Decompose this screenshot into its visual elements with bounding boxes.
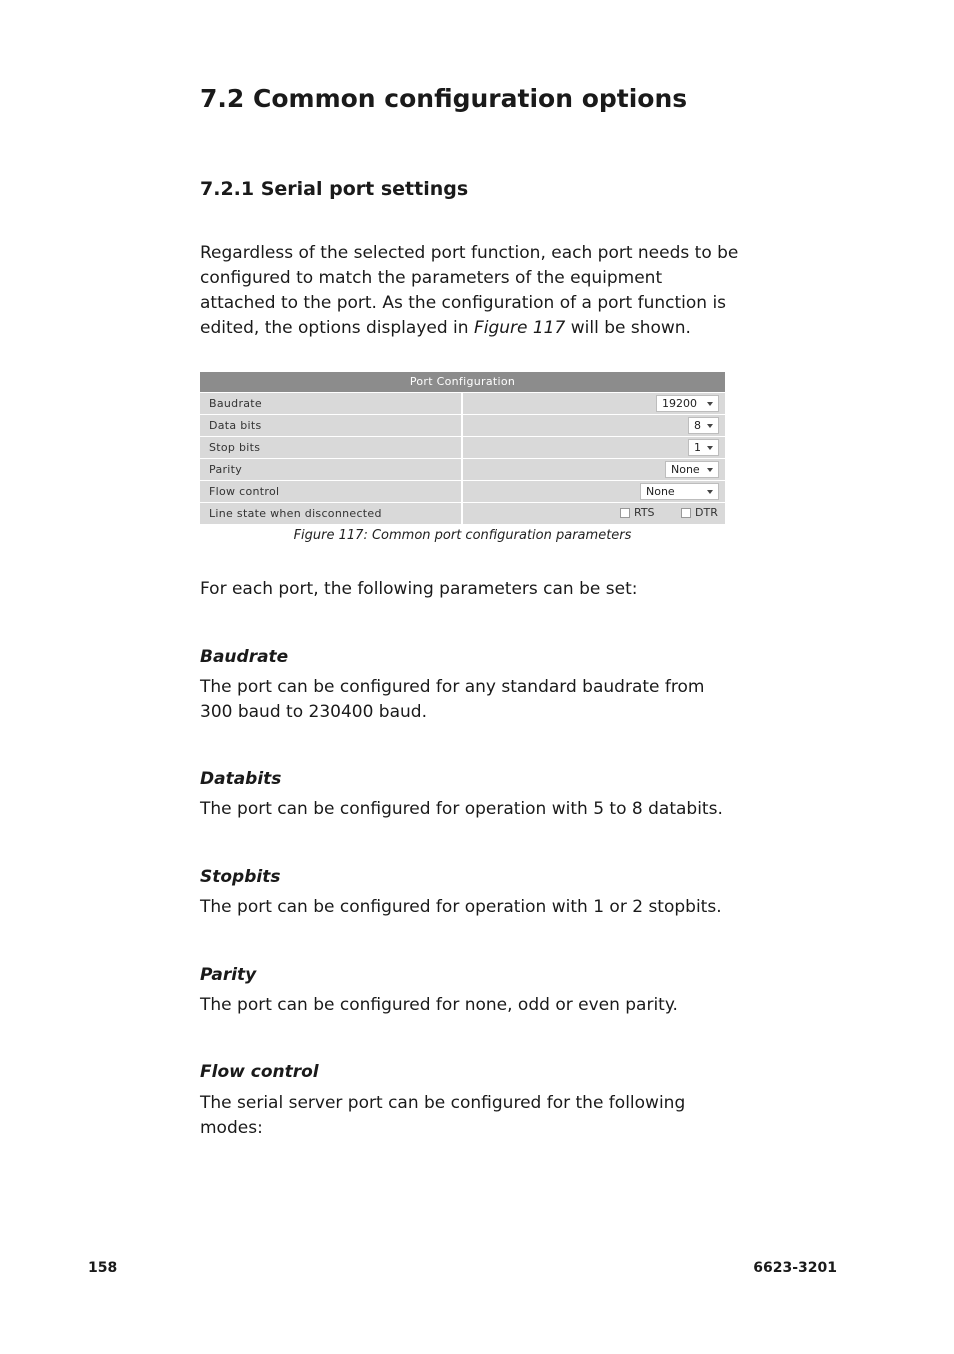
term-flow-control: Flow control <box>200 1062 319 1082</box>
flow-control-select[interactable] <box>640 483 719 500</box>
dtr-checkbox[interactable] <box>681 508 691 518</box>
term-stopbits: Stopbits <box>200 867 281 887</box>
chevron-down-icon <box>707 468 713 472</box>
term-parity: Parity <box>200 965 257 985</box>
term-databits: Databits <box>200 769 282 789</box>
config-row-baudrate <box>200 392 725 414</box>
config-row-parity <box>200 458 725 480</box>
select-value: 8 <box>694 419 701 432</box>
stopbits-description: The port can be configured for operation with 1 or 2 stopbits. <box>200 897 722 917</box>
figure-title: Port Configuration <box>200 372 725 392</box>
flow-control-description: The serial server port can be configured for the following modes: <box>200 1093 686 1138</box>
page-number: 158 <box>88 1260 118 1276</box>
select-value: 1 <box>694 441 701 454</box>
config-row-data-bits <box>200 414 725 436</box>
section-heading: 7.2 Common configuration options <box>200 84 688 113</box>
port-configuration-figure <box>200 372 725 524</box>
rts-label: RTS <box>634 506 655 519</box>
stop-bits-select[interactable] <box>688 439 719 456</box>
intro-text-end: will be shown. <box>565 318 691 338</box>
config-label: Stop bits <box>200 436 463 458</box>
config-row-stop-bits <box>200 436 725 458</box>
intro-paragraph <box>200 241 740 341</box>
document-number: 6623-3201 <box>753 1260 837 1276</box>
parity-description: The port can be configured for none, odd or even parity. <box>200 995 678 1015</box>
baudrate-select[interactable] <box>656 395 719 412</box>
config-label: Flow control <box>200 480 463 502</box>
chevron-down-icon <box>707 446 713 450</box>
select-value: None <box>671 463 700 476</box>
rts-checkbox[interactable] <box>620 508 630 518</box>
config-label: Data bits <box>200 414 463 436</box>
select-value: None <box>646 485 675 498</box>
select-value: 19200 <box>662 397 697 410</box>
chevron-down-icon <box>707 424 713 428</box>
figure-caption: Figure 117: Common port configuration parameters <box>293 528 632 543</box>
config-row-line-state <box>200 502 725 524</box>
subsection-heading: 7.2.1 Serial port settings <box>200 178 469 200</box>
parity-select[interactable] <box>665 461 719 478</box>
config-row-flow-control <box>200 480 725 502</box>
params-intro: For each port, the following parameters can be set: <box>200 579 638 599</box>
config-label: Parity <box>200 458 463 480</box>
config-label: Baudrate <box>200 392 463 414</box>
databits-description: The port can be configured for operation with 5 to 8 databits. <box>200 799 723 819</box>
chevron-down-icon <box>707 490 713 494</box>
intro-text: Regardless of the selected port function, each port needs to be configured to match the parameters of the equipment attached to the port. As the configuration of a port function is edited, the options displayed in <box>200 243 739 338</box>
figure-reference: Figure 117 <box>473 318 566 338</box>
config-label: Line state when disconnected <box>200 502 463 524</box>
baudrate-description: The port can be configured for any standard baudrate from 300 baud to 230400 baud. <box>200 677 705 722</box>
dtr-label: DTR <box>695 506 718 519</box>
chevron-down-icon <box>707 402 713 406</box>
data-bits-select[interactable] <box>688 417 719 434</box>
term-baudrate: Baudrate <box>200 647 289 667</box>
